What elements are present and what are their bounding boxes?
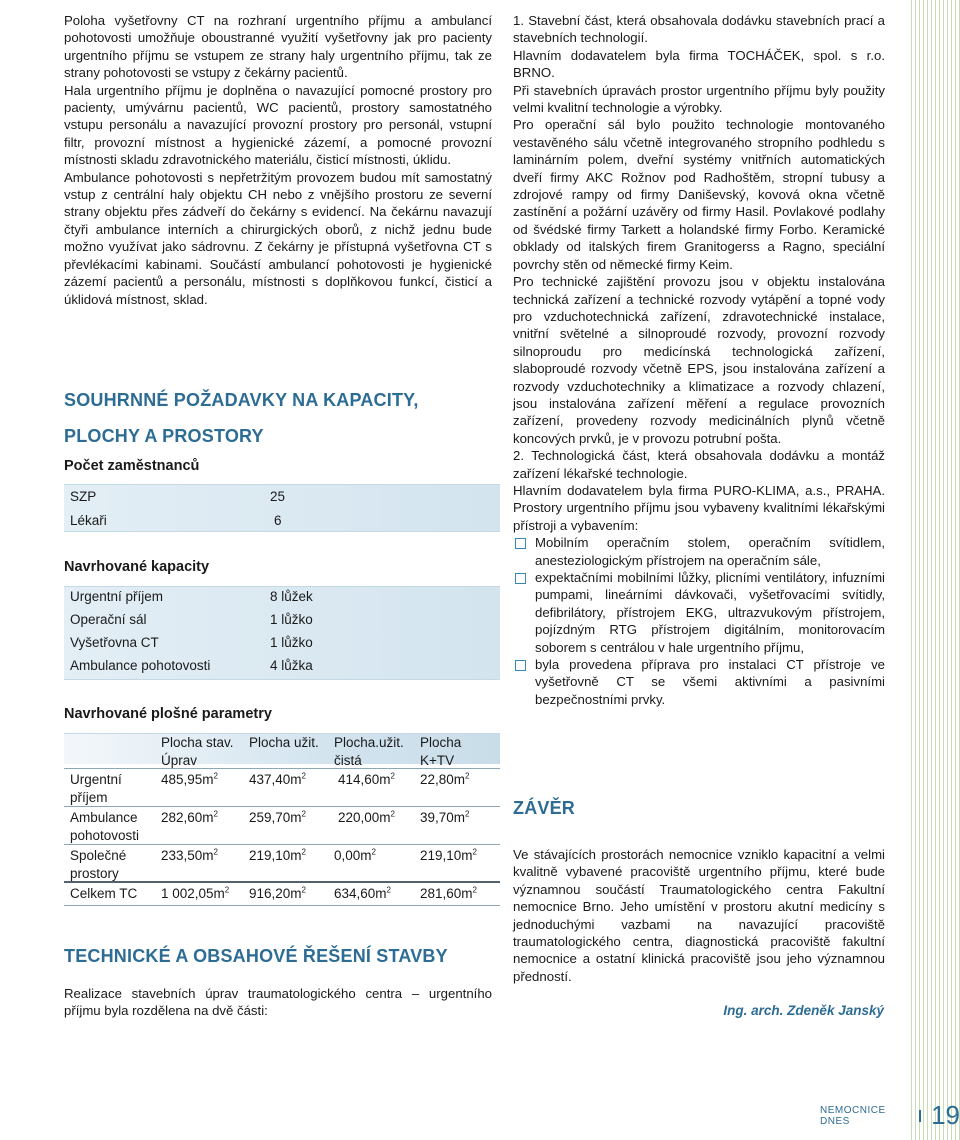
equipment-bullet: byla provedena příprava pro instalaci CT přístroje ve vyšetřovně CT se všemi aktivními a pasivními bezpečnostními prvky. (513, 656, 885, 708)
capacity-label: Ambulance pohotovosti (70, 658, 211, 673)
part1-paragraph: Pro operační sál bylo použito technologie montovaného vestavěného sálu včetně integrovaného stropního podhledu s laminárním polem, dveřní systémy vnitřních automatických dveří firmy AKC Rožnov pod Radhoštěm, stropní tubusy a zdrojové rampy od firmy Daniševský, kovová okna včetně zastínění a požární uzávěry od firmy Hasil. Povlakové podlahy od švédské firmy Tarkett a holandské firmy Forbo. Keramické obklady od italských firem Granitogerss a Ragno, speciální povrchy stěn od německé firmy Keim. (513, 117, 885, 272)
conclusion-paragraph: Ve stávajících prostorách nemocnice vzniklo kapacitní a velmi kvalitně vybavené pracoviště urgentního příjmu, které bude významnou součástí Traumatologického centra Fakultní nemocnice Brno. Jeho umístění v prostoru akutní medicíny s jednoduchými vazbami na navazující pracoviště traumatologického centra, diagnostická pracoviště fakultní nemocnice a ostatní klinická pracoviště jsou jeho významnou předností. (513, 847, 885, 984)
checkbox-bullet-icon (515, 660, 526, 671)
checkbox-bullet-icon (515, 573, 526, 584)
checkbox-bullet-icon (515, 538, 526, 549)
area-table-rule (64, 881, 500, 883)
capacity-label: Operační sál (70, 612, 147, 627)
area-cell: $220,00m^2$ (338, 809, 395, 825)
area-row-name: Celkem TC (70, 886, 138, 901)
capacity-label: Vyšetřovna CT (70, 635, 159, 650)
part2-paragraph: Hlavním dodavatelem byla firma PURO-KLIMA, a.s., PRAHA. Prostory urgentního příjmu jsou vybaveny kvalitními lékařskými přístroji a vybavením: (513, 482, 885, 533)
area-row-name: Ambulance pohotovosti (70, 810, 140, 843)
area-cell: $485,95m^2$ (161, 771, 218, 787)
page-number: 19 (931, 1100, 960, 1130)
right-column (513, 12, 885, 708)
staff-value: 6 (274, 513, 282, 528)
capacity-value: 8 lůžek (270, 589, 313, 604)
equipment-bullet: Mobilním operačním stolem, operačním svítidlem, anesteziologickým přístrojem na operačním sále, (513, 534, 885, 569)
staff-label: Lékaři (70, 513, 107, 528)
part1-paragraph: Při stavebních úpravách prostor urgentního příjmu byly použity velmi kvalitní technologie a výrobky. (513, 82, 885, 116)
area-cell: $0,00m^2$ (334, 847, 376, 863)
area-cell: $437,40m^2$ (249, 771, 306, 787)
left-intro (64, 12, 492, 308)
area-cell: $22,80m^2$ (420, 771, 470, 787)
area-row-name: Společné prostory (70, 848, 127, 881)
staff-row (70, 512, 107, 530)
intro-paragraph-2: Hala urgentního příjmu je doplněna o navazující pomocné prostory pro pacienty, umývárnu pacientů, WC pacientů, prostory samostatného vstupu personálu a navazující provozní prostory pro personál, vstupní filtr, provozní místnost a hygienické zázemí, a pomocné provozní místnosti skladu zdravotnického materiálu, čisticí místnosti, úklidu. (64, 82, 492, 168)
part2-paragraph: 2. Technologická část, která obsahovala dodávku a montáž zařízení lékařské technologie. (513, 448, 885, 481)
area-cell: $259,70m^2$ (249, 809, 306, 825)
area-cell: $916,20m^2$ (249, 885, 306, 901)
intro-paragraph-3: Ambulance pohotovosti s nepřetržitým provozem budou mít samostatný vstup z centrální haly objektu CH nebo z vnějšího prostoru ze severní strany objektu přes zádveří do čekárny s evidencí. Na čekárnu navazují čtyři ambulance interních a chirurgických oborů, z nichž jednu bude možno využívat jako sádrovnu. Z čekárny je přístupná vyšetřovna CT s převlékacími kabinami. Součástí ambulancí pohotovosti je hygienické zázemí pacientů a personálu, místnosti s doplňkovou funkcí, čisticí a úklidová místnost, sklad. (64, 169, 492, 307)
capacity-value: 1 lůžko (270, 635, 313, 650)
area-row-name: Urgentní příjem (70, 772, 122, 805)
part1-paragraph: Pro technické zajištění provozu jsou v objektu instalována technická zařízení a technické rozvody vytápění a topné vody pro vzduchotechnická zařízení, zdravotechnické instalace, vnitřní světelné a silnoproudé rozvody, provozní rozvody silnoproudu pro medicínská technologická zařízení, slaboproudé rozvody včetně EPS, jsou instalována zařízení a rozvody vzduchotechniky a klimatizace a rozvody chlazení, jsou instalována zařízení měření a regulace provozních zařízení, provedeny rozvody medicinálních plynů včetně koncových prvků, je v provozu potrubní pošta. (513, 274, 885, 446)
intro-paragraph-1: Poloha vyšetřovny CT na rozhraní urgentního příjmu a ambulancí pohotovosti umožňuje oboustranné využití vyšetřovny jak pro pacienty urgentního příjmu se vstupem ze strany haly urgentního příjmu, tak ze strany pohotovosti se vstupy z čekárny pacientů. (64, 13, 492, 81)
area-cell: $414,60m^2$ (338, 771, 395, 787)
area-table-rule (64, 806, 500, 807)
area-cell: $282,60m^2$ (161, 809, 218, 825)
area-table-header: Plocha užit. (249, 735, 319, 750)
section-title-tech: TECHNICKÉ A OBSAHOVÉ ŘEŠENÍ STAVBY (64, 946, 448, 966)
author-signature: Ing. arch. Zdeněk Janský (723, 1003, 884, 1018)
area-table-header: Plocha.užit. čistá (334, 735, 404, 768)
page-footer (820, 1100, 960, 1131)
area-table-rule (64, 844, 500, 845)
area-cell: $233,50m^2$ (161, 847, 218, 863)
area-cell: $219,10m^2$ (249, 847, 306, 863)
area-cell: $634,60m^2$ (334, 885, 391, 901)
magazine-name: NEMOCNICE DNES (820, 1104, 886, 1127)
area-cell: $281,60m^2$ (420, 885, 477, 901)
area-table-rule (64, 768, 500, 769)
staff-label: SZP (70, 489, 97, 504)
area-cell: 1 $002,05m^2$ (161, 885, 230, 901)
part1-paragraph: 1. Stavební část, která obsahovala dodávku stavebních prací a stavebních technologií. (513, 13, 885, 46)
area-cell: $219,10m^2$ (420, 847, 477, 863)
area-table-header: Plocha K+TV (420, 735, 462, 768)
staff-value: 25 (270, 489, 286, 504)
staff-heading: Počet zaměstnanců (64, 458, 200, 474)
section-title-capacity (64, 382, 484, 454)
area-table-header: Plocha stav. Úprav (161, 735, 234, 768)
tech-paragraph: Realizace stavebních úprav traumatologického centra – urgentního příjmu byla rozdělena na dvě části: (64, 986, 492, 1019)
capacity-label: Urgentní příjem (70, 589, 164, 604)
staff-row (70, 488, 96, 506)
section-title-capacity-line-2: PLOCHY A PROSTORY (64, 426, 264, 446)
capacity-value: 1 lůžko (270, 612, 313, 627)
capacity-heading: Navrhované kapacity (64, 559, 210, 575)
capacity-value: 4 lůžka (270, 658, 313, 673)
section-title-conclusion: ZÁVĚR (513, 798, 576, 818)
decorative-side-stripe (908, 0, 960, 1140)
section-title-capacity-line-1: SOUHRNNÉ POŽADAVKY NA KAPACITY, (64, 390, 419, 410)
part1-paragraph: Hlavním dodavatelem byla firma TOCHÁČEK, spol. s r.o. BRNO. (513, 47, 885, 81)
footer-divider (919, 1110, 921, 1122)
equipment-bullet: expektačními mobilními lůžky, plicními ventilátory, infuzními pumpami, lineárními dávkovači, vyšetřovacími svítidly, defibrilátory, přístrojem EKG, ultrazvukovým přístrojem, pojízdným RTG přístrojem digitálním, monitorovacím soborem s centrálou v hale urgentního příjmu, (513, 569, 885, 656)
area-table-rule (64, 905, 500, 906)
area-cell: $39,70m^2$ (420, 809, 470, 825)
area-heading: Navrhované plošné parametry (64, 706, 272, 722)
